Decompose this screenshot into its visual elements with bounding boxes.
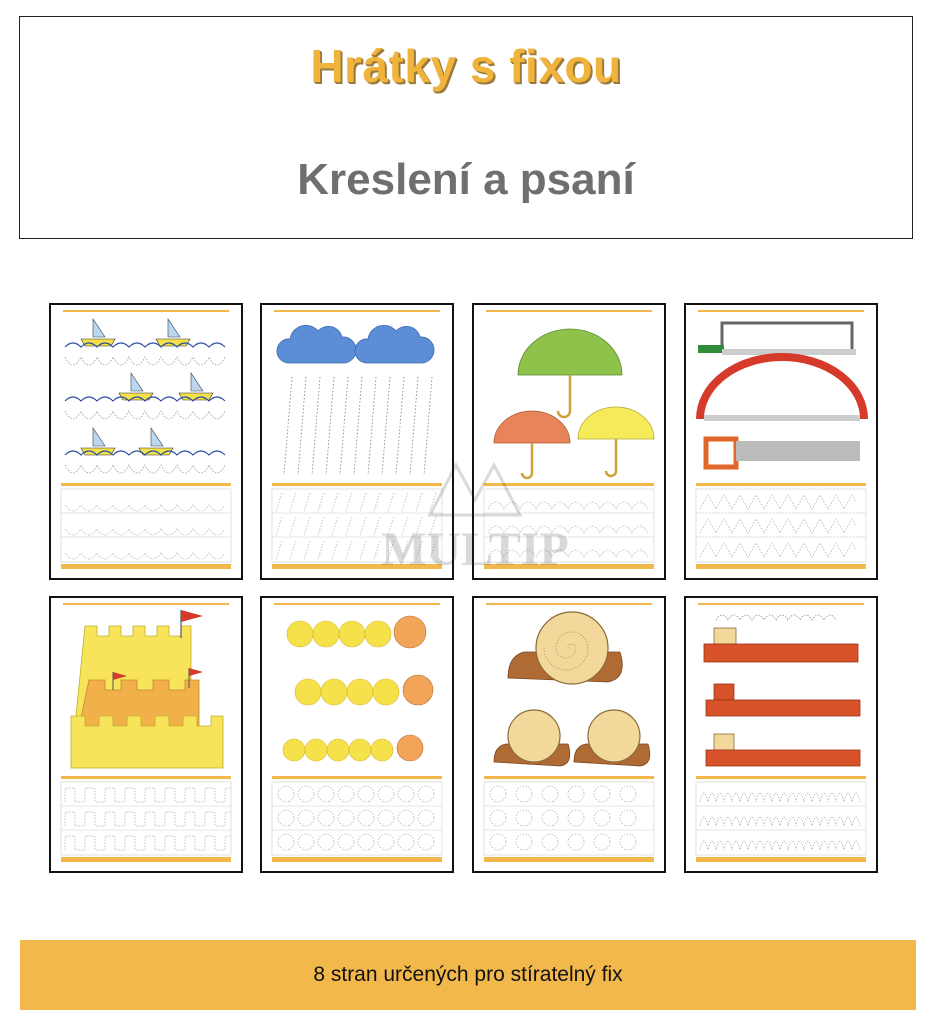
chimney-roof-icon: [686, 598, 876, 871]
worksheet-thumbnail-rain: [260, 303, 454, 580]
castle-icon: [51, 598, 241, 871]
worksheet-thumbnail-castle: [49, 596, 243, 873]
worksheet-thumbnail-sailboats: [49, 303, 243, 580]
snail-icon: [474, 598, 664, 871]
umbrella-icon: [474, 305, 664, 578]
sailboat-icon: [51, 305, 241, 578]
worksheet-thumbnail-saws: [684, 303, 878, 580]
page-subtitle: Kreslení a psaní: [297, 155, 635, 204]
worksheet-thumbnail-umbrellas: [472, 303, 666, 580]
rain-cloud-icon: [262, 305, 452, 578]
saw-icon: [686, 305, 876, 578]
worksheet-thumbnail-caterpillars: [260, 596, 454, 873]
title-box: [19, 16, 913, 239]
caterpillar-icon: [262, 598, 452, 871]
worksheet-thumbnail-snails: [472, 596, 666, 873]
worksheet-thumbnail-chimneys: [684, 596, 878, 873]
page-title: Hrátky s fixou: [310, 40, 622, 92]
footer-banner: [20, 940, 916, 1010]
footer-text: 8 stran určených pro stíratelný fix: [313, 963, 623, 986]
